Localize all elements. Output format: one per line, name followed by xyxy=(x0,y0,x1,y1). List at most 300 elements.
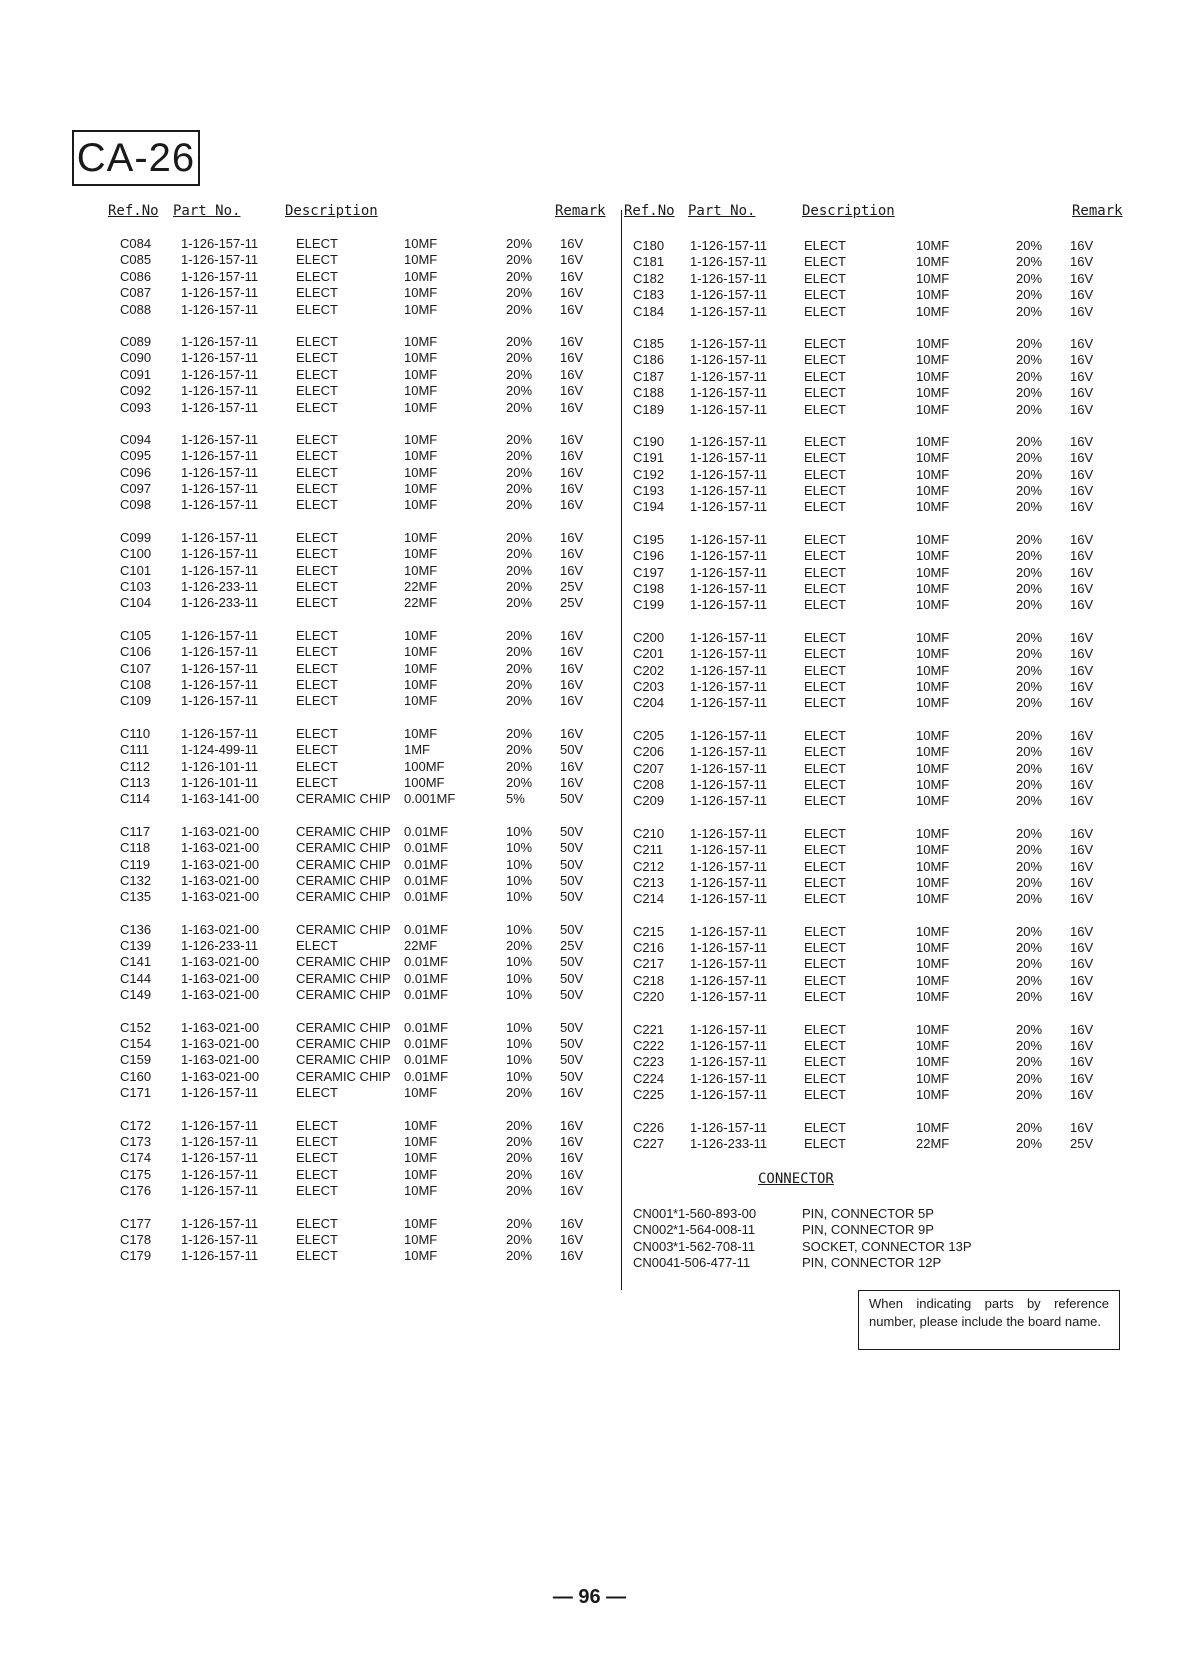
description: CERAMIC CHIP xyxy=(296,791,391,807)
value: 10MF xyxy=(404,1166,438,1182)
ref-no: CN001 xyxy=(633,1206,674,1221)
part-no: 1-126-157-11 xyxy=(181,1183,259,1199)
remark: 16V xyxy=(560,1150,584,1166)
tolerance: 20% xyxy=(506,1248,533,1264)
description: ELECT xyxy=(804,466,846,482)
description: ELECT xyxy=(804,727,846,743)
tolerance: 20% xyxy=(506,1215,533,1231)
remark: 16V xyxy=(560,546,584,562)
ref-no: C106 xyxy=(120,644,152,660)
description: ELECT xyxy=(804,1087,846,1103)
remark: 16V xyxy=(1070,1119,1094,1135)
part-no: 1-126-157-11 xyxy=(690,597,768,613)
part-no: *1-560-893-00 xyxy=(673,1206,757,1221)
value: 10MF xyxy=(916,842,950,858)
description: ELECT xyxy=(804,581,846,597)
value: 10MF xyxy=(916,695,950,711)
ref-no: C203 xyxy=(633,678,665,694)
part-no: 1-126-157-11 xyxy=(690,629,768,645)
ref-no: C114 xyxy=(120,791,151,807)
tolerance: 20% xyxy=(506,1166,533,1182)
remark: 16V xyxy=(1070,678,1094,694)
description: CERAMIC CHIP xyxy=(296,840,391,856)
remark: 16V xyxy=(1070,466,1094,482)
value: 10MF xyxy=(916,1038,950,1054)
description: CERAMIC CHIP xyxy=(296,856,391,872)
remark: 16V xyxy=(560,333,584,349)
tolerance: 20% xyxy=(1016,548,1043,564)
part-no: 1-126-157-11 xyxy=(690,662,768,678)
description: ELECT xyxy=(804,1070,846,1086)
part-no: 1-126-157-11 xyxy=(181,236,259,251)
ref-no: C218 xyxy=(633,972,665,988)
tolerance: 20% xyxy=(1016,695,1043,711)
value: 10MF xyxy=(916,940,950,956)
ref-no: C213 xyxy=(633,874,665,890)
tolerance: 20% xyxy=(506,366,533,382)
description: ELECT xyxy=(804,450,846,466)
tolerance: 20% xyxy=(506,676,533,692)
value: 10MF xyxy=(916,646,950,662)
description: ELECT xyxy=(804,1119,846,1135)
part-no: 1-163-021-00 xyxy=(181,872,260,888)
remark: 16V xyxy=(560,285,584,301)
remark: 16V xyxy=(1070,1054,1094,1070)
description: CERAMIC CHIP xyxy=(296,921,391,937)
ref-no: C098 xyxy=(120,497,152,513)
value: 0.01MF xyxy=(404,872,449,888)
description: ELECT xyxy=(296,758,338,774)
description: ELECT xyxy=(804,858,846,874)
value: 10MF xyxy=(404,236,438,251)
remark: 16V xyxy=(560,774,584,790)
value: 10MF xyxy=(916,972,950,988)
remark: 50V xyxy=(560,840,584,856)
tolerance: 10% xyxy=(506,1036,533,1052)
remark: 16V xyxy=(1070,352,1094,368)
ref-no: C094 xyxy=(120,431,152,447)
ref-no: C193 xyxy=(633,483,665,499)
remark: 50V xyxy=(560,889,584,905)
tolerance: 20% xyxy=(1016,923,1043,939)
part-no: 1-163-021-00 xyxy=(181,1019,260,1035)
tolerance: 20% xyxy=(1016,254,1043,270)
description: ELECT xyxy=(296,742,338,758)
description: ELECT xyxy=(296,431,338,447)
description: ELECT xyxy=(804,793,846,809)
value: 10MF xyxy=(404,1231,438,1247)
part-no: 1-163-141-00 xyxy=(181,791,260,807)
tolerance: 20% xyxy=(1016,238,1043,253)
value: 1MF xyxy=(404,742,430,758)
description: CERAMIC CHIP xyxy=(296,1019,391,1035)
part-no: 1-126-157-11 xyxy=(690,238,768,253)
description: ELECT xyxy=(804,744,846,760)
description: ELECT xyxy=(804,842,846,858)
tolerance: 20% xyxy=(1016,401,1043,417)
tolerance: 20% xyxy=(506,938,533,954)
part-no: 1-126-157-11 xyxy=(181,1117,259,1133)
ref-no: C093 xyxy=(120,399,152,415)
tolerance: 10% xyxy=(506,1068,533,1084)
description: ELECT xyxy=(804,662,846,678)
remark: 16V xyxy=(560,268,584,284)
part-no: 1-126-157-11 xyxy=(181,333,259,349)
tolerance: 20% xyxy=(506,285,533,301)
tolerance: 20% xyxy=(1016,531,1043,547)
ref-no: C135 xyxy=(120,889,152,905)
description: ELECT xyxy=(296,693,338,709)
value: 10MF xyxy=(916,1087,950,1103)
part-no: 1-126-157-11 xyxy=(690,483,768,499)
ref-no: C212 xyxy=(633,858,665,874)
value: 0.01MF xyxy=(404,987,449,1003)
part-no: 1-124-499-11 xyxy=(181,742,259,758)
value: 10MF xyxy=(404,333,438,349)
remark: 50V xyxy=(560,1052,584,1068)
value: 10MF xyxy=(916,238,950,253)
tolerance: 20% xyxy=(1016,760,1043,776)
remark: 16V xyxy=(560,1085,584,1101)
ref-no: C111 xyxy=(120,742,150,758)
remark: 16V xyxy=(1070,972,1094,988)
value: 100MF xyxy=(404,758,445,774)
tolerance: 10% xyxy=(506,954,533,970)
part-no: 1-126-157-11 xyxy=(181,627,259,643)
tolerance: 20% xyxy=(506,399,533,415)
value: 10MF xyxy=(916,270,950,286)
connector-section-title: CONNECTOR xyxy=(758,1171,834,1187)
value: 10MF xyxy=(916,303,950,319)
ref-no: C176 xyxy=(120,1183,152,1199)
description: ELECT xyxy=(804,1021,846,1037)
value: 10MF xyxy=(916,1021,950,1037)
value: 10MF xyxy=(404,252,438,268)
value: 10MF xyxy=(916,287,950,303)
remark: 16V xyxy=(1070,923,1094,939)
tolerance: 20% xyxy=(506,562,533,578)
tolerance: 20% xyxy=(506,725,533,741)
description: ELECT xyxy=(804,531,846,547)
value: 0.01MF xyxy=(404,1036,449,1052)
part-no: 1-126-157-11 xyxy=(690,1021,768,1037)
part-no: 1-126-157-11 xyxy=(690,940,768,956)
tolerance: 20% xyxy=(506,595,533,611)
part-no: 1-126-157-11 xyxy=(690,287,768,303)
remark: 16V xyxy=(1070,335,1094,351)
value: 10MF xyxy=(916,581,950,597)
description: ELECT xyxy=(804,940,846,956)
ref-no: C191 xyxy=(633,450,665,466)
remark: 16V xyxy=(1070,744,1094,760)
description: ELECT xyxy=(296,1166,338,1182)
tolerance: 20% xyxy=(1016,727,1043,743)
value: 10MF xyxy=(404,529,438,545)
tolerance: 10% xyxy=(506,970,533,986)
remark: 16V xyxy=(1070,858,1094,874)
remark: 16V xyxy=(1070,989,1094,1005)
remark: 16V xyxy=(1070,956,1094,972)
description: ELECT xyxy=(804,1038,846,1054)
value: 10MF xyxy=(916,499,950,515)
value: 10MF xyxy=(916,335,950,351)
part-no: 1-126-157-11 xyxy=(690,1087,768,1103)
part-no: 1-126-157-11 xyxy=(690,842,768,858)
value: 10MF xyxy=(404,366,438,382)
part-no: 1-126-157-11 xyxy=(690,874,768,890)
value: 0.01MF xyxy=(404,954,449,970)
tolerance: 20% xyxy=(506,1231,533,1247)
remark: 16V xyxy=(1070,629,1094,645)
value: 10MF xyxy=(404,350,438,366)
tolerance: 20% xyxy=(506,301,533,317)
value: 10MF xyxy=(916,352,950,368)
tolerance: 20% xyxy=(506,1133,533,1149)
value: 10MF xyxy=(404,464,438,480)
description: CERAMIC CHIP xyxy=(296,872,391,888)
part-no: 1-126-157-11 xyxy=(181,1133,259,1149)
ref-no: C141 xyxy=(120,954,152,970)
remark: 16V xyxy=(1070,401,1094,417)
ref-no: C189 xyxy=(633,401,665,417)
ref-no: C159 xyxy=(120,1052,152,1068)
tolerance: 20% xyxy=(506,497,533,513)
description: ELECT xyxy=(296,464,338,480)
ref-no: C205 xyxy=(633,727,665,743)
part-no: 1-126-157-11 xyxy=(690,401,768,417)
part-no: 1-126-157-11 xyxy=(181,431,259,447)
part-no: 1-126-157-11 xyxy=(181,301,259,317)
part-no: 1-126-157-11 xyxy=(690,695,768,711)
tolerance: 20% xyxy=(1016,303,1043,319)
remark: 16V xyxy=(560,644,584,660)
description: ELECT xyxy=(296,383,338,399)
ref-no: C226 xyxy=(633,1119,665,1135)
value: 10MF xyxy=(916,531,950,547)
value: 22MF xyxy=(916,1135,950,1151)
tolerance: 20% xyxy=(1016,1038,1043,1054)
ref-no: C202 xyxy=(633,662,665,678)
ref-no: C206 xyxy=(633,744,665,760)
part-no: 1-126-233-11 xyxy=(690,1135,768,1151)
part-no: 1-126-157-11 xyxy=(181,693,259,709)
description: ELECT xyxy=(804,597,846,613)
description: ELECT xyxy=(296,1231,338,1247)
ref-no: C177 xyxy=(120,1215,152,1231)
ref-no: C198 xyxy=(633,581,665,597)
description: ELECT xyxy=(296,252,338,268)
remark: 25V xyxy=(560,938,584,954)
value: 10MF xyxy=(404,268,438,284)
ref-no: C211 xyxy=(633,842,664,858)
description: ELECT xyxy=(804,825,846,841)
tolerance: 20% xyxy=(506,1150,533,1166)
tolerance: 20% xyxy=(1016,287,1043,303)
part-no: 1-126-157-11 xyxy=(181,1166,259,1182)
remark: 16V xyxy=(560,1133,584,1149)
part-no: 1-126-157-11 xyxy=(181,676,259,692)
part-no: 1-163-021-00 xyxy=(181,921,260,937)
remark: 16V xyxy=(560,464,584,480)
value: 10MF xyxy=(916,858,950,874)
description: ELECT xyxy=(804,646,846,662)
tolerance: 20% xyxy=(1016,858,1043,874)
ref-no: C180 xyxy=(633,238,665,253)
tolerance: 10% xyxy=(506,1019,533,1035)
ref-no: C222 xyxy=(633,1038,665,1054)
part-no: 1-126-157-11 xyxy=(690,891,768,907)
remark: 16V xyxy=(1070,238,1094,253)
value: 10MF xyxy=(404,676,438,692)
part-no: 1-126-157-11 xyxy=(690,270,768,286)
ref-no: C113 xyxy=(120,774,151,790)
ref-no: C090 xyxy=(120,350,152,366)
ref-no: C220 xyxy=(633,989,665,1005)
remark: 50V xyxy=(560,1036,584,1052)
tolerance: 10% xyxy=(506,840,533,856)
value: 10MF xyxy=(404,448,438,464)
ref-no: CN003 xyxy=(633,1238,674,1254)
description: ELECT xyxy=(296,938,338,954)
part-no: 1-126-233-11 xyxy=(181,595,259,611)
remark: 16V xyxy=(560,350,584,366)
remark: 16V xyxy=(1070,940,1094,956)
ref-no: C149 xyxy=(120,987,152,1003)
value: 10MF xyxy=(916,548,950,564)
ref-no: C119 xyxy=(120,856,151,872)
description: CERAMIC CHIP xyxy=(296,823,391,839)
tolerance: 20% xyxy=(506,529,533,545)
part-no: 1-126-157-11 xyxy=(690,923,768,939)
value: 10MF xyxy=(916,825,950,841)
tolerance: 20% xyxy=(1016,1021,1043,1037)
description: ELECT xyxy=(296,595,338,611)
remark: 16V xyxy=(1070,270,1094,286)
part-no: 1-126-157-11 xyxy=(690,760,768,776)
ref-no: C208 xyxy=(633,776,665,792)
remark: 25V xyxy=(1070,1135,1094,1151)
remark: 16V xyxy=(560,497,584,513)
description: ELECT xyxy=(296,236,338,251)
part-no: 1-163-021-00 xyxy=(181,970,260,986)
remark: 16V xyxy=(1070,368,1094,384)
remark: 50V xyxy=(560,742,584,758)
part-no: 1-126-157-11 xyxy=(690,727,768,743)
part-no: 1-126-157-11 xyxy=(181,497,259,513)
value: 0.01MF xyxy=(404,856,449,872)
value: 10MF xyxy=(916,597,950,613)
ref-no: C103 xyxy=(120,579,152,595)
value: 10MF xyxy=(916,433,950,449)
remark: 16V xyxy=(560,1166,584,1182)
tolerance: 20% xyxy=(1016,352,1043,368)
tolerance: 10% xyxy=(506,987,533,1003)
header-description-right: Description xyxy=(802,203,895,219)
value: 10MF xyxy=(916,678,950,694)
description: CERAMIC CHIP xyxy=(296,954,391,970)
ref-no: C117 xyxy=(120,823,151,839)
remark: 16V xyxy=(560,448,584,464)
description: ELECT xyxy=(296,1133,338,1149)
tolerance: 20% xyxy=(1016,335,1043,351)
tolerance: 10% xyxy=(506,921,533,937)
value: 10MF xyxy=(404,301,438,317)
header-ref-no-right: Ref.No xyxy=(624,203,675,219)
description: CERAMIC CHIP xyxy=(296,1052,391,1068)
value: 0.01MF xyxy=(404,840,449,856)
tolerance: 20% xyxy=(506,464,533,480)
value: 10MF xyxy=(916,1119,950,1135)
value: 10MF xyxy=(916,466,950,482)
description: PIN, CONNECTOR 5P xyxy=(802,1206,934,1221)
part-no: 1-126-157-11 xyxy=(690,303,768,319)
remark: 16V xyxy=(560,1117,584,1133)
remark: 50V xyxy=(560,921,584,937)
remark: 16V xyxy=(560,301,584,317)
description: ELECT xyxy=(804,989,846,1005)
value: 10MF xyxy=(916,989,950,1005)
ref-no: C154 xyxy=(120,1036,152,1052)
part-no: 1-126-157-11 xyxy=(181,448,259,464)
description: ELECT xyxy=(804,891,846,907)
tolerance: 20% xyxy=(506,431,533,447)
ref-no: C179 xyxy=(120,1248,152,1264)
tolerance: 20% xyxy=(1016,433,1043,449)
description: ELECT xyxy=(804,433,846,449)
description: ELECT xyxy=(296,448,338,464)
value: 100MF xyxy=(404,774,445,790)
ref-no: CN002 xyxy=(633,1222,674,1238)
ref-no: C185 xyxy=(633,335,665,351)
description: ELECT xyxy=(804,564,846,580)
remark: 50V xyxy=(560,1019,584,1035)
part-no: 1-163-021-00 xyxy=(181,840,260,856)
value: 0.01MF xyxy=(404,1019,449,1035)
value: 10MF xyxy=(916,891,950,907)
tolerance: 20% xyxy=(1016,385,1043,401)
tolerance: 20% xyxy=(506,742,533,758)
description: ELECT xyxy=(296,333,338,349)
tolerance: 20% xyxy=(1016,646,1043,662)
description: CERAMIC CHIP xyxy=(296,1068,391,1084)
description: ELECT xyxy=(804,923,846,939)
tolerance: 10% xyxy=(506,823,533,839)
value: 10MF xyxy=(916,368,950,384)
header-ref-no-left: Ref.No xyxy=(108,203,159,219)
part-no: 1-126-157-11 xyxy=(181,1231,259,1247)
remark: 16V xyxy=(1070,385,1094,401)
value: 10MF xyxy=(404,644,438,660)
description: ELECT xyxy=(296,1150,338,1166)
value: 10MF xyxy=(916,776,950,792)
tolerance: 20% xyxy=(1016,466,1043,482)
tolerance: 20% xyxy=(506,236,533,251)
description: ELECT xyxy=(296,481,338,497)
part-no: 1-163-021-00 xyxy=(181,1036,260,1052)
ref-no: C108 xyxy=(120,676,152,692)
ref-no: C084 xyxy=(120,236,152,251)
part-no: 1-126-157-11 xyxy=(181,481,259,497)
ref-no: C181 xyxy=(633,254,665,270)
tolerance: 20% xyxy=(1016,1054,1043,1070)
part-no: 1-126-157-11 xyxy=(181,285,259,301)
part-no: 1-163-021-00 xyxy=(181,1052,260,1068)
description: ELECT xyxy=(804,1135,846,1151)
remark: 16V xyxy=(560,481,584,497)
tolerance: 20% xyxy=(1016,678,1043,694)
tolerance: 20% xyxy=(1016,368,1043,384)
description: ELECT xyxy=(804,972,846,988)
